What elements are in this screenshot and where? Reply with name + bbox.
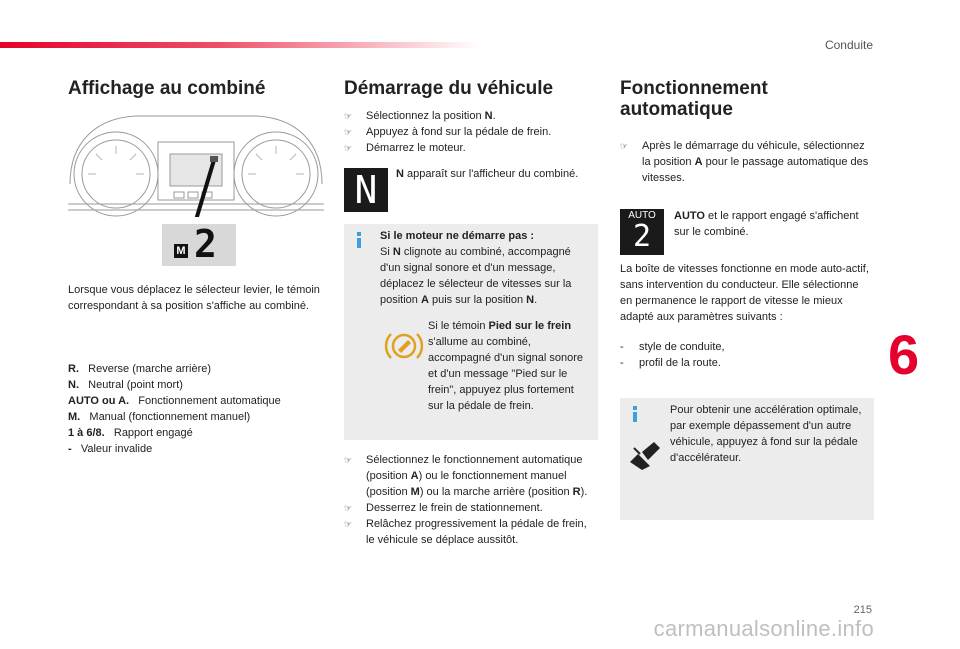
page-number: 215: [853, 604, 872, 616]
arrow-icon: ☞: [344, 519, 353, 529]
arrow-icon: ☞: [344, 455, 353, 465]
gear-display-manual: [162, 224, 236, 266]
info-engine-start-text: Si le moteur ne démarre pas : Si N clignote au combiné, accompagné d'un signal sonore et d'un message, déplacez le sélecteur de vitesses sur la position A puis sur la position N.: [380, 230, 572, 306]
section-title-display: Affichage au combiné: [68, 78, 266, 99]
instrument-cluster-illustration: [66, 112, 326, 217]
section-title-automatic: Fonctionnement automatique: [620, 78, 768, 120]
legend-row: M. Manual (fonctionnement manuel): [68, 411, 251, 423]
info-brake-text: Si le témoin Pied sur le frein s'allume au combiné, accompagné d'un signal sonore et d'un message "Pied sur le frein", appuyez plus fortement sur la pédale de frein.: [428, 320, 583, 412]
legend-row: 1 à 6/8. Rapport engagé: [68, 427, 193, 439]
arrow-icon: ☞: [344, 127, 353, 137]
list-item: - profil de la route.: [620, 357, 721, 369]
section-title-starting: Démarrage du véhicule: [344, 78, 554, 99]
step-item: ☞ Sélectionnez la position N.: [344, 110, 496, 122]
auto-gear-display-icon: [620, 209, 664, 255]
arrow-icon: ☞: [344, 143, 353, 153]
legend-row: AUTO ou A. Fonctionnement automatique: [68, 395, 281, 407]
manual-mode-indicator: M: [174, 244, 188, 258]
step-item: ☞ Démarrez le moteur.: [344, 142, 466, 154]
watermark: carmanualsonline.info: [653, 616, 874, 641]
legend-row: R. Reverse (marche arrière): [68, 363, 212, 375]
auto-mode-paragraph: La boîte de vitesses fonctionne en mode auto-actif, sans intervention du conducteur. Elle sélectionne en permanence le rapport de vitesse le mieux adapté aux paramètres suivants :: [620, 263, 869, 323]
arrow-icon: ☞: [344, 111, 353, 121]
step-item: ☞ Relâchez progressivement la pédale de frein, le véhicule se déplace aussitôt.: [344, 518, 587, 546]
drive-steps-list: [344, 452, 594, 548]
kick-down-pedal-icon: [628, 440, 662, 470]
neutral-display-icon: N: [344, 168, 388, 212]
legend-row: - Valeur invalide: [68, 443, 153, 455]
chapter-title: Conduite: [824, 38, 873, 52]
auto-parameters-list: [620, 339, 872, 371]
arrow-icon: ☞: [620, 141, 629, 151]
start-steps-list: [344, 108, 594, 156]
auto-gear-number: 2: [632, 219, 652, 254]
auto-mode-indicator: AUTO: [628, 210, 656, 221]
info-icon: [354, 232, 364, 248]
header-accent-bar: [0, 42, 480, 48]
step-item: ☞ Appuyez à fond sur la pédale de frein.: [344, 126, 552, 138]
step-item: ☞ Desserrez le frein de stationnement.: [344, 502, 543, 514]
arrow-icon: ☞: [344, 503, 353, 513]
info-acceleration-text: Pour obtenir une accélération optimale, par exemple dépassement d'un autre véhicule, appuyez à fond sur la pédale d'accélérateur.: [670, 404, 862, 464]
step-item: ☞ Après le démarrage du véhicule, sélectionnez la position A pour le passage automatique des vitesses.: [620, 140, 869, 184]
neutral-display-text: N apparaît sur l'afficheur du combiné.: [396, 168, 579, 180]
gear-legend-list: [68, 361, 338, 457]
info-box-acceleration: [620, 398, 874, 520]
step-item: ☞ Sélectionnez le fonctionnement automatique (position A) ou le fonctionnement manuel (position M) ou la marche arrière (position R).: [344, 454, 588, 498]
gear-number: 2: [194, 222, 217, 266]
chapter-number: 6: [888, 323, 920, 386]
display-intro-paragraph: Lorsque vous déplacez le sélecteur levier, le témoin correspondant à sa position s'affiche au combiné.: [68, 284, 320, 312]
info-box-engine-start: [344, 224, 598, 440]
list-item: - style de conduite,: [620, 341, 725, 353]
auto-display-text: AUTO et le rapport engagé s'affichent sur le combiné.: [674, 210, 859, 238]
legend-row: N. Neutral (point mort): [68, 379, 183, 391]
auto-steps-list: [620, 138, 872, 186]
info-icon: [630, 406, 640, 422]
